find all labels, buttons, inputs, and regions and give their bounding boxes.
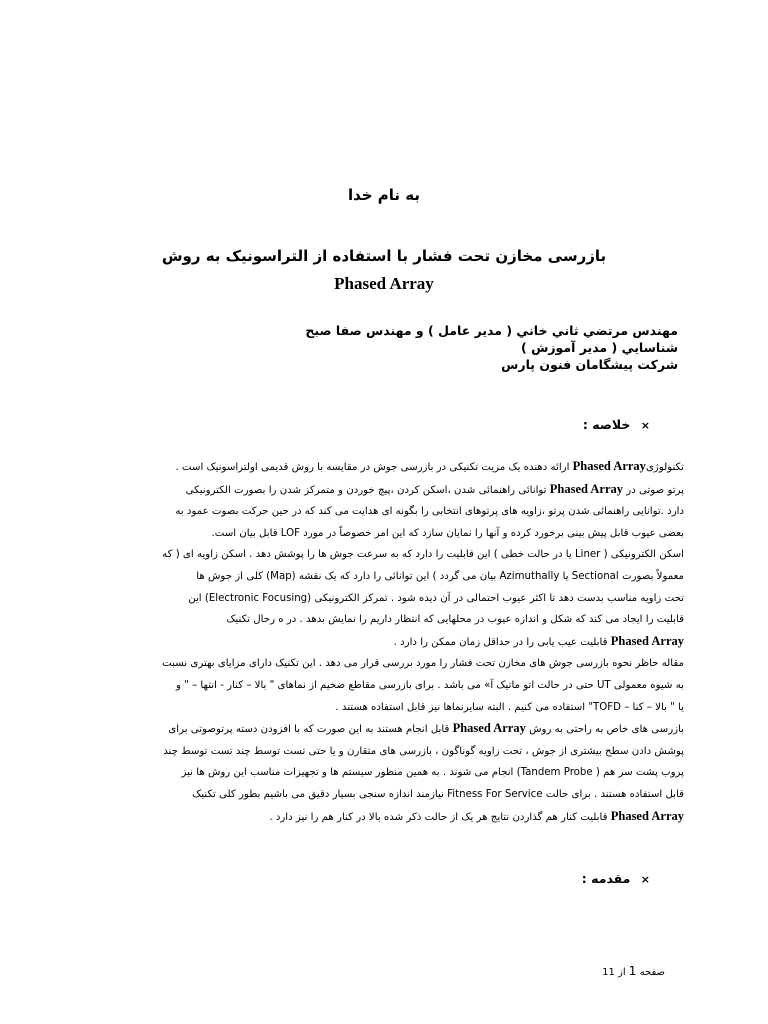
body-line: تکنولوژیPhased Array ارائه دهنده یک مزیت تکنیکی در بازرسی جوش در مقایسه با روش قدیمی اولتراسونیک است . xyxy=(175,459,684,473)
body-line: پوشش دادن سطح بیشتری از جوش ، تحت زاویه گوناگون ، بازرسی های متقارن و یا حتی تست توسط چند تست توسط چند xyxy=(163,745,684,757)
title-persian: بازرسی مخازن تحت فشار با استفاده از التراسونیک به روش xyxy=(161,247,607,265)
body-line: Phased Array قابلیت کنار هم گذاردن نتایج هر یک از حالت ذکر شده بالا در کنار هم را نیز دارد . xyxy=(269,808,684,823)
bullet-icon: × xyxy=(640,419,650,432)
body-line: بعضی عیوب قابل پیش بینی برخورد کرده و آنها را نمایان سازد که این امر خصوصاً در مورد LOF قابل بیان است. xyxy=(211,527,684,539)
body-line: پرتو صوتی در Phased Array توانائی راهنمائی شدن ،اسکن کردن ،پیچ خوردن و متمرکز شدن را بصورت الکترونیکی xyxy=(185,481,684,496)
page-of-label: از xyxy=(618,967,626,978)
authors-block xyxy=(78,322,678,373)
body-line: یا " بالا – کنا – TOFD" استفاده می کنیم . البته سایرنماها نیز قابل استفاده هستند . xyxy=(335,701,684,713)
body-line: قابل استفاده هستند . برای حالت Fitness For Service نیازمند اندازه سنجی بسیار دقیق می باشیم بطور کلی تکنیک xyxy=(192,788,684,800)
title-english: Phased Array xyxy=(334,274,434,293)
body-line: تحت زاویه مناسب بدست دهد تا اکثر عیوب احتمالی در آن دیده شود . تمرکز الکترونیکی (Electronic Focusing) این xyxy=(188,592,684,604)
authors-line-1: مهندس مرتضي ثاني خاني ( مدير عامل ) و مهندس صفا صبح xyxy=(305,323,678,338)
body-line: پروب پشت سر هم ( Tandem Probe) انجام می شوند . به همین منظور سیستم ها و تجهیزات مناسب این روش ها نیز xyxy=(181,767,684,779)
body-line: اسکن الکترونیکی ( Liner یا در حالت خطی ) این قابلیت را دارد که به سرعت جوش ها را پوشش دهد . اسکن زاویه ای ( که xyxy=(162,549,684,561)
page-number: 1 xyxy=(628,964,637,978)
bullet-icon: × xyxy=(640,873,650,886)
authors-line-3: شركت پيشگامان فنون پارس xyxy=(501,357,678,372)
intro-heading xyxy=(582,871,650,886)
page-footer xyxy=(602,964,665,978)
body-line: به شیوه معمولی UT حتی در حالت اتو ماتیک آ» می باشد . برای بازرسی مقاطع ضخیم از نماهای " بالا – کنار - انتها – " و xyxy=(176,679,684,691)
page-total: 11 xyxy=(602,967,615,978)
intro-heading-label: مقدمه : xyxy=(581,871,631,886)
page-label: صفحه xyxy=(639,967,665,978)
authors-line-2: شناسايي ( مدير آموزش ) xyxy=(521,340,678,355)
body-line: مقاله حاظر نحوه بازرسی جوش های مخازن تحت فشار را مورد بررسی قرار می دهد . این تکنیک دارای مزایای بهتری نسبت xyxy=(162,658,684,670)
body-line: Phased Array قابلیت عیب یابی را در حداقل زمان ممکن را دارد . xyxy=(393,633,684,648)
summary-heading-label: خلاصه : xyxy=(582,417,631,432)
summary-body xyxy=(88,456,684,828)
body-line: معمولاً بصورت Sectional یا Azimuthally بیان می گردد ) این توانائی را دارد که یک نقشه (Map) کلی از جوش ها xyxy=(196,570,684,582)
body-line: بازرسی های خاص به راحتی به روش Phased Array قابل انجام هستند به این صورت که با افزودن دسته پرتوصوتی برای xyxy=(168,721,684,736)
bismillah-heading: به نام خدا xyxy=(347,186,421,204)
body-line: دارد .توانایی راهنمائی شدن پرتو ،زاویه های پرتوهای انتخابی را بگونه ای هدایت می کند که در حین حرکت بصوت عمود به xyxy=(175,506,684,518)
summary-heading xyxy=(583,417,650,432)
body-line: قابلیت را ایجاد می کند که شکل و اندازه عیوب در محلهایی که انتظار داریم را نمایش بدهد . در ه رحال تکنیک xyxy=(226,614,684,626)
